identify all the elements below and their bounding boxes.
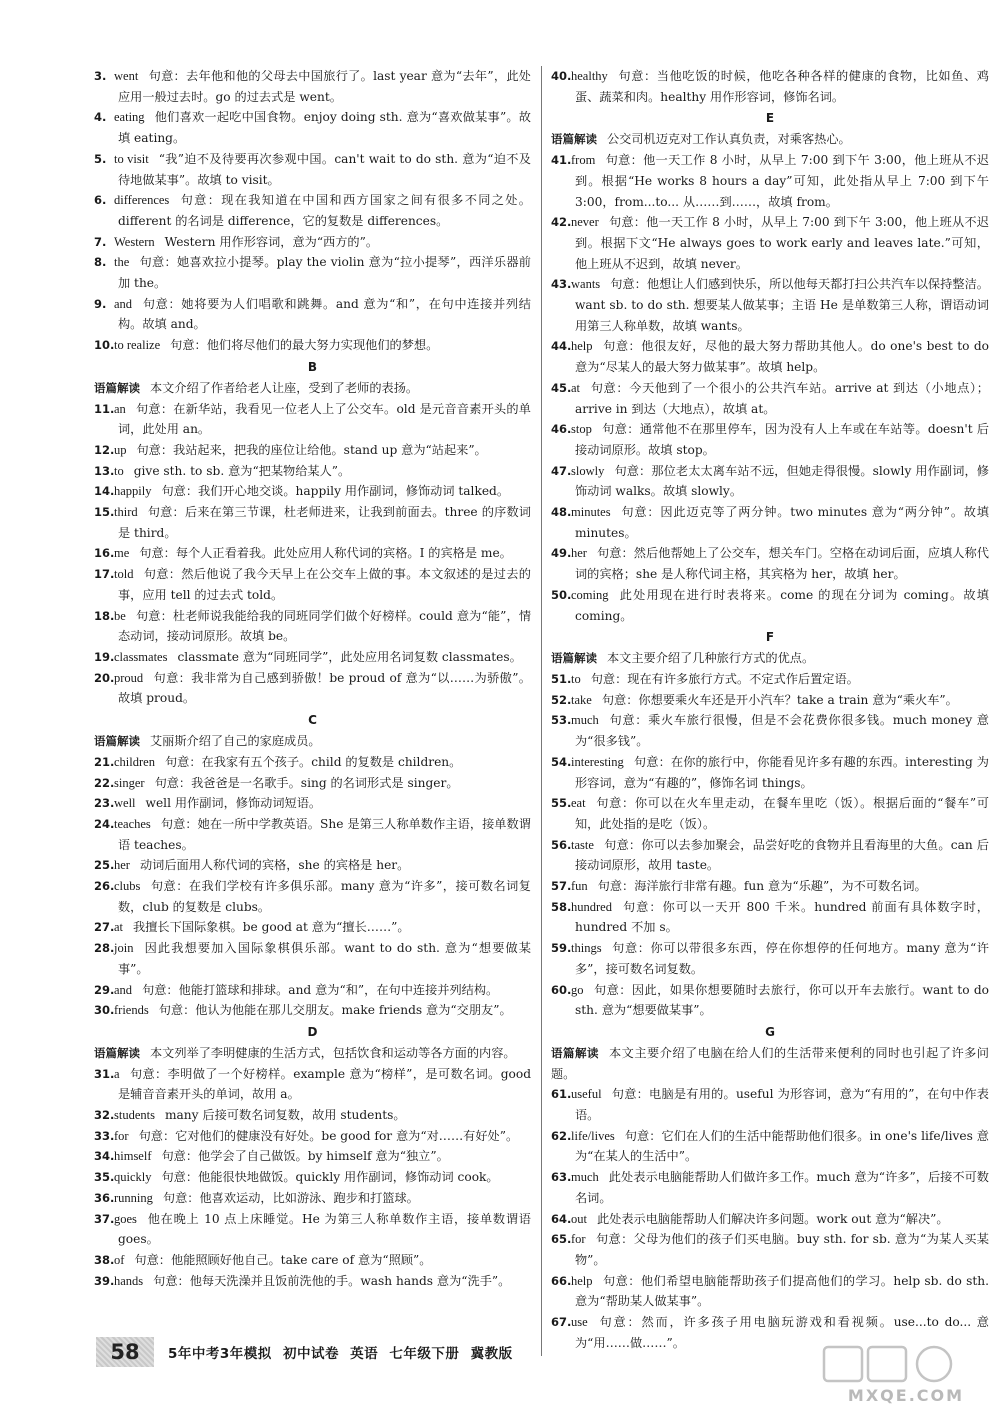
question-number: 4. (94, 110, 107, 125)
summary-text: 本文主要介绍了电脑在给人们的生活带来便利的同时也引起了许多问题。 (551, 1045, 989, 1081)
answer-item (551, 897, 989, 938)
answer-item (94, 1126, 531, 1147)
explanation-text: 句意：你可以一天开 800 千米。hundred 前面有具体数字时，hundred 不加 s。 (575, 899, 989, 935)
question-number: 41. (551, 153, 572, 168)
answer-text: minutes (571, 505, 611, 520)
answer-text: hands (114, 1273, 144, 1288)
right-column (551, 66, 989, 1353)
summary-label: 语篇解读 (551, 132, 597, 147)
question-number: 6. (94, 193, 107, 208)
question-number: 29. (94, 982, 115, 997)
answer-item (94, 232, 531, 253)
question-number: 62. (551, 1128, 572, 1143)
answer-text: and (114, 296, 133, 311)
answer-text: up (114, 442, 127, 457)
question-number: 10. (94, 338, 115, 353)
summary-label: 语篇解读 (94, 380, 140, 395)
explanation-text: 句意：去年他和他的父母去中国旅行了。last year 意为“去年”，此处应用一般过去时。go 的过去式是 went。 (118, 69, 531, 104)
explanation-text: 句意：他们希望电脑能帮助孩子们提高他们的学习。help sb. do sth. 意为“帮助某人做某事”。 (575, 1273, 989, 1309)
explanation-text: 句意：他喜欢运动，比如游泳、跑步和打篮球。 (162, 1190, 419, 1205)
answer-item (94, 252, 531, 293)
explanation-text: 句意：因此迈克等了两分钟。two minutes 意为“两分钟”。故填 minutes。 (575, 505, 989, 540)
question-number: 14. (94, 484, 115, 499)
answer-item (94, 1167, 531, 1188)
passage-summary (551, 129, 989, 150)
explanation-text: 句意：李明做了一个好榜样。example 意为“榜样”，是可数名词。good 是辅音音素开头的单词，故用 a。 (118, 1066, 531, 1102)
answer-text: happily (114, 484, 152, 499)
watermark-url: MXQE.COM (847, 1386, 965, 1405)
question-number: 30. (94, 1003, 115, 1018)
summary-text: 艾丽斯介绍了自己的家庭成员。 (150, 734, 321, 749)
answer-item (551, 752, 989, 793)
question-number: 57. (551, 879, 572, 894)
answer-text: be (114, 608, 126, 623)
answer-item (94, 149, 531, 190)
answer-item (551, 980, 989, 1021)
summary-label: 语篇解读 (551, 651, 597, 666)
answer-item (94, 793, 531, 814)
explanation-text: 句意：后来在第三节课，杜老师进来，让我到前面去。three 的序数词是 third。 (118, 505, 531, 540)
explanation-text: 句意：然后他说了我今天早上在公交车上做的事。本文叙述的是过去的事，应用 tell 的过去式 told。 (118, 567, 531, 602)
answer-text: her (114, 858, 130, 873)
answer-text: go (571, 982, 584, 997)
question-number: 7. (94, 234, 107, 249)
answer-item (94, 917, 531, 938)
question-number: 18. (94, 608, 115, 623)
summary-text: 本文主要介绍了几种旅行方式的优点。 (607, 651, 815, 666)
question-number: 3. (94, 69, 107, 83)
question-number: 67. (551, 1315, 572, 1330)
explanation-text: 此处表示电脑能帮助人们做许多工作。much 意为“许多”，后接不可数名词。 (575, 1170, 989, 1205)
answer-item (94, 190, 531, 231)
answer-text: Western (114, 234, 155, 249)
explanation-text: “我”迫不及待要再次参观中国。can't wait to do sth. 意为“迫不及待地做某事”。故填 to visit。 (118, 151, 531, 187)
answer-text: useful (571, 1087, 602, 1102)
answer-item (94, 440, 531, 461)
explanation-text: 句意：现在有许多旅行方式。不定式作后置定语。 (590, 671, 859, 686)
explanation-text: 句意：它对他们的健康没有好处。be good for 意为“对……有好处”。 (138, 1128, 519, 1143)
passage-summary (94, 378, 531, 399)
explanation-text: 我擅长下国际象棋。be good at 意为“擅长……”。 (133, 920, 410, 935)
answer-item (551, 1209, 989, 1230)
explanation-text: 句意：然后他帮她上了公交车，想关车门。空格在动词后面，应填人称代词的宾格；she 是人称代词主格，其宾格为 her，故填 her。 (575, 546, 989, 582)
answer-item (94, 938, 531, 979)
question-number: 24. (94, 816, 115, 831)
answer-text: third (114, 505, 138, 520)
answer-text: running (114, 1190, 153, 1205)
explanation-text: 句意：他能打篮球和排球。and 意为“和”，在句中连接并列结构。 (142, 982, 499, 997)
answer-item (551, 710, 989, 751)
explanation-text: 句意：现在我知道在中国和西方国家之间有很多不同之处。different 的名词是 difference，它的复数是 differences。 (118, 193, 531, 228)
answer-text: to realize (114, 338, 161, 353)
answer-item (94, 1000, 531, 1021)
section-heading: G (765, 1024, 775, 1039)
question-number: 13. (94, 463, 115, 478)
summary-text: 本文介绍了作者给老人让座，受到了老师的表扬。 (150, 380, 419, 395)
question-number: 39. (94, 1273, 115, 1288)
explanation-text: 此处表示电脑能帮助人们解决许多问题。work out 意为“解决”。 (596, 1211, 949, 1226)
answer-item (551, 938, 989, 979)
answer-text: well (114, 796, 136, 811)
watermark-logo (816, 1343, 994, 1407)
summary-label: 语篇解读 (551, 1045, 599, 1060)
question-number: 63. (551, 1170, 572, 1185)
answer-text: classmates (114, 649, 168, 664)
question-number: 44. (551, 339, 572, 354)
question-number: 8. (94, 255, 107, 270)
answer-text: hundred (571, 899, 612, 914)
question-number: 64. (551, 1211, 572, 1226)
section-heading: D (307, 1024, 318, 1039)
page-number: 58 (96, 1337, 154, 1367)
section-heading: B (307, 359, 318, 374)
answer-item (551, 585, 989, 626)
answer-item (94, 606, 531, 647)
answer-text: told (114, 567, 134, 582)
question-number: 22. (94, 775, 115, 790)
question-number: 65. (551, 1232, 572, 1247)
answer-text: clubs (114, 879, 141, 894)
question-number: 16. (94, 546, 115, 561)
book-title: 5年中考3年模拟 初中试卷 英语 七年级下册 冀教版 (168, 1346, 513, 1362)
answer-item (94, 399, 531, 440)
question-number: 32. (94, 1108, 115, 1123)
question-number: 35. (94, 1170, 115, 1185)
section-heading: F (765, 630, 775, 645)
question-number: 20. (94, 670, 115, 685)
question-number: 26. (94, 879, 115, 894)
answer-item (551, 336, 989, 377)
answer-text: healthy (571, 69, 608, 83)
answer-text: at (571, 380, 581, 395)
summary-label: 语篇解读 (94, 734, 140, 749)
question-number: 47. (551, 463, 572, 478)
answer-text: take (571, 692, 592, 707)
question-number: 66. (551, 1273, 572, 1288)
answer-item (551, 1229, 989, 1270)
answer-text: to (571, 671, 581, 686)
answer-text: goes (114, 1211, 137, 1226)
answer-item (94, 1250, 531, 1271)
question-number: 37. (94, 1211, 115, 1226)
explanation-text: 句意：他认为他能在那儿交朋友。make friends 意为“交朋友”。 (158, 1003, 512, 1018)
summary-text: 本文列举了李明健康的生活方式，包括饮食和运动等各方面的内容。 (150, 1045, 516, 1060)
question-number: 33. (94, 1128, 115, 1143)
answer-text: from (571, 153, 596, 168)
answer-text: help (571, 339, 593, 354)
question-number: 34. (94, 1149, 115, 1164)
explanation-text: 句意：每个人正看着我。此处应用人称代词的宾格。I 的宾格是 me。 (139, 546, 512, 561)
question-number: 36. (94, 1190, 115, 1205)
explanation-text: 句意：他一天工作 8 小时，从早上 7:00 到下午 3:00，他上班从不迟到。根据“He works 8 hours a day”可知，此处指从早上 7:00 到下午 3:00，from...to... 从……到……，故填 from。 (575, 153, 989, 209)
explanation-text: 句意：他们将尽他们的最大努力实现他们的梦想。 (170, 338, 439, 353)
explanation-text: 此处用现在进行时表将来。come 的现在分词为 coming。故填 coming。 (575, 587, 989, 623)
question-number: 27. (94, 920, 115, 935)
section-heading: C (308, 713, 317, 728)
explanation-text: 句意：然而，许多孩子用电脑玩游戏和看视频。use...to do... 意为“用……做……”。 (575, 1315, 989, 1350)
answer-item (551, 690, 989, 711)
answer-text: fun (571, 879, 588, 894)
explanation-text: 句意：在我家有五个孩子。child 的复数是 children。 (164, 754, 462, 769)
answer-text: life/lives (571, 1128, 615, 1143)
answer-text: use (571, 1315, 588, 1330)
answer-text: differences (114, 193, 170, 208)
answer-text: singer (114, 775, 145, 790)
answer-item (551, 1084, 989, 1125)
answer-item (94, 543, 531, 564)
answer-item (94, 461, 531, 482)
explanation-text: 句意：我们开心地交谈。happily 用作副词，修饰动词 talked。 (161, 484, 510, 499)
question-number: 61. (551, 1087, 572, 1102)
question-number: 25. (94, 858, 115, 873)
explanation-text: 他在晚上 10 点上床睡觉。He 为第三人称单数作主语，接单数谓语 goes。 (118, 1211, 531, 1247)
explanation-text: 句意：我非常为自己感到骄傲！be proud of 意为“以……为骄傲”。故填 proud。 (118, 670, 531, 706)
answer-text: of (114, 1252, 125, 1267)
explanation-text: 句意：在新华站，我看见一位老人上了公交车。old 是元音音素开头的单词，此处用 an。 (118, 401, 531, 437)
answer-text: help (571, 1273, 593, 1288)
explanation-text: 句意：他想让人们感到快乐，所以他每天都打扫公共汽车以保持整洁。want sb. to do sth. 想要某人做某事；主语 He 是单数第三人称，谓语动词用第三人称单数，故填 wants。 (575, 277, 989, 333)
answer-text: to (114, 463, 124, 478)
answer-item (94, 752, 531, 773)
answer-text: teaches (114, 816, 151, 831)
answer-item (94, 668, 531, 709)
question-number: 51. (551, 671, 572, 686)
question-number: 48. (551, 505, 572, 520)
answer-text: quickly (114, 1170, 152, 1185)
question-number: 19. (94, 649, 115, 664)
explanation-text: 句意：今天他到了一个很小的公共汽车站。arrive at 到达（小地点）；arrive in 到达（大地点），故填 at。 (575, 380, 989, 416)
question-number: 12. (94, 442, 115, 457)
question-number: 56. (551, 837, 572, 852)
explanation-text: many 后接可数名词复数，故用 students。 (164, 1108, 406, 1123)
section-heading: E (765, 111, 775, 126)
answer-text: me (114, 546, 130, 561)
question-number: 5. (94, 151, 107, 166)
answer-text: for (114, 1128, 129, 1143)
explanation-text: 句意：你可以去参加聚会，品尝好吃的食物并且看海里的大鱼。can 后接动词原形，故用 taste。 (575, 837, 989, 873)
answer-text: proud (114, 670, 144, 685)
explanation-text: 句意：在你的旅行中，你能看见许多有趣的东西。interesting 为形容词，意为“有趣的”，修饰名词 things。 (575, 754, 989, 790)
answer-text: eating (114, 110, 145, 125)
passage-summary (551, 1043, 989, 1084)
answer-item (94, 66, 531, 107)
question-number: 60. (551, 982, 572, 997)
passage-summary (551, 648, 989, 669)
answer-item (94, 1146, 531, 1167)
question-number: 15. (94, 505, 115, 520)
question-number: 28. (94, 941, 115, 956)
explanation-text: 句意：乘火车旅行很慢，但是不会花费你很多钱。much money 意为“很多钱”。 (575, 713, 989, 749)
answer-text: interesting (571, 754, 624, 769)
explanation-text: 句意：他能很快地做饭。quickly 用作副词，修饰动词 cook。 (161, 1170, 499, 1185)
answer-item (94, 564, 531, 605)
explanation-text: well 用作副词，修饰动词短语。 (145, 796, 322, 811)
answer-text: much (571, 713, 599, 728)
answer-item (94, 481, 531, 502)
answer-item (94, 294, 531, 335)
explanation-text: 他们喜欢一起吃中国食物。enjoy doing sth. 意为“喜欢做某事”。故填 eating。 (118, 110, 531, 146)
answer-item (94, 773, 531, 794)
answer-text: eat (571, 796, 586, 811)
explanation-text: 句意：当他吃饭的时候，他吃各种各样的健康的食物，比如鱼、鸡蛋、蔬菜和肉。healthy 用作形容词，修饰名词。 (575, 69, 989, 104)
answer-item (551, 66, 989, 107)
explanation-text: classmate 意为“同班同学”，此处应用名词复数 classmates。 (177, 649, 522, 664)
answer-text: her (571, 546, 587, 561)
question-number: 43. (551, 277, 572, 292)
answer-text: to visit (114, 151, 149, 166)
answer-item (551, 419, 989, 460)
explanation-text: 句意：他能照顾好他自己。take care of 意为“照顾”。 (134, 1252, 432, 1267)
answer-item (94, 502, 531, 543)
question-number: 45. (551, 380, 572, 395)
explanation-text: 句意：你想要乘火车还是开小汽车？take a train 意为“乘火车”。 (601, 692, 958, 707)
answer-item (94, 1271, 531, 1292)
answer-text: a (114, 1066, 120, 1081)
question-number: 40. (551, 69, 572, 83)
answer-text: went (114, 69, 139, 83)
answer-item (551, 876, 989, 897)
question-number: 53. (551, 713, 572, 728)
answer-item (551, 274, 989, 336)
question-number: 21. (94, 754, 115, 769)
question-number: 17. (94, 567, 115, 582)
answer-text: taste (571, 837, 594, 852)
question-number: 50. (551, 587, 572, 602)
answer-text: things (571, 941, 602, 956)
answer-text: slowly (571, 463, 605, 478)
explanation-text: 句意：在我们学校有许多俱乐部。many 意为“许多”，接可数名词复数，club 的复数是 clubs。 (118, 879, 531, 914)
explanation-text: 句意：他每天洗澡并且饭前洗他的手。wash hands 意为“洗手”。 (153, 1273, 511, 1288)
answer-text: an (114, 401, 126, 416)
answer-text: join (114, 941, 134, 956)
explanation-text: give sth. to sb. 意为“把某物给某人”。 (133, 463, 351, 478)
answer-text: the (114, 255, 130, 270)
page-footer (96, 1337, 513, 1367)
question-number: 58. (551, 899, 572, 914)
passage-summary (94, 1043, 531, 1064)
question-number: 9. (94, 296, 107, 311)
answer-item (94, 647, 531, 668)
question-number: 59. (551, 941, 572, 956)
answer-item (94, 1064, 531, 1105)
summary-label: 语篇解读 (94, 1045, 140, 1060)
explanation-text: 动词后面用人称代词的宾格，she 的宾格是 her。 (139, 858, 410, 873)
answer-text: coming (571, 587, 609, 602)
answer-text: students (114, 1108, 155, 1123)
answer-item (94, 1209, 531, 1250)
answer-item (94, 335, 531, 356)
explanation-text: 句意：她将要为人们唱歌和跳舞。and 意为“和”，在句中连接并列结构。故填 and。 (118, 296, 531, 332)
answer-text: at (114, 920, 124, 935)
question-number: 23. (94, 796, 115, 811)
answer-text: much (571, 1170, 599, 1185)
answer-item (94, 876, 531, 917)
explanation-text: 句意：她喜欢拉小提琴。play the violin 意为“拉小提琴”，西洋乐器前加 the。 (118, 255, 531, 291)
explanation-text: 句意：因此，如果你想要随时去旅行，你可以开车去旅行。want to do sth. 意为“想要做某事”。 (575, 982, 989, 1018)
question-number: 49. (551, 546, 572, 561)
answer-text: stop (571, 422, 592, 437)
answer-item (551, 461, 989, 502)
question-number: 52. (551, 692, 572, 707)
answer-text: himself (114, 1149, 152, 1164)
passage-summary (94, 731, 531, 752)
answer-item (94, 814, 531, 855)
answer-item (551, 212, 989, 274)
answer-item (94, 855, 531, 876)
explanation-text: 句意：他一天工作 8 小时，从早上 7:00 到下午 3:00，他上班从不迟到。根据下文“He always goes to work early and leaves late.”可知，他上班从不迟到，故填 never。 (575, 215, 989, 271)
explanation-text: 句意：杜老师说我能给我的同班同学们做个好榜样。could 意为“能”，情态动词，接动词原形。故填 be。 (118, 608, 531, 644)
question-number: 46. (551, 422, 572, 437)
answer-item (94, 107, 531, 148)
explanation-text: 句意：你可以在火车里走动，在餐车里吃（饭）。根据后面的“餐车”可知，此处指的是吃（饭）。 (575, 796, 989, 831)
answer-item (551, 793, 989, 834)
answer-item (551, 1167, 989, 1208)
answer-item (551, 502, 989, 543)
explanation-text: 句意：电脑是有用的。useful 为形容词，意为“有用的”，在句中作表语。 (575, 1087, 989, 1123)
answer-item (551, 669, 989, 690)
explanation-text: 句意：它们在人们的生活中能帮助他们很多。in one's life/lives 意为“在某人的生活中”。 (575, 1128, 989, 1164)
answer-text: and (114, 982, 133, 997)
explanation-text: 句意：她在一所中学教英语。She 是第三人称单数作主语，接单数谓语 teaches。 (118, 816, 531, 852)
answer-text: never (571, 215, 599, 230)
explanation-text: 句意：我爸爸是一名歌手。sing 的名词形式是 singer。 (154, 775, 459, 790)
answer-item (551, 543, 989, 584)
explanation-text: 句意：通常他不在那里停车，因为没有人上车或在车站等。doesn't 后接动词原形。故填 stop。 (575, 422, 989, 457)
explanation-text: 因此我想要加入国际象棋俱乐部。want to do sth. 意为“想要做某事”。 (118, 941, 531, 976)
answer-item (551, 1126, 989, 1167)
answer-text: out (571, 1211, 587, 1226)
explanation-text: 句意：那位老太太离车站不远，但她走得很慢。slowly 用作副词，修饰动词 walks。故填 slowly。 (575, 463, 989, 499)
question-number: 55. (551, 796, 572, 811)
explanation-text: 句意：你可以带很多东西，停在你想停的任何地方。many 意为“许多”，接可数名词复数。 (575, 941, 989, 976)
question-number: 11. (94, 401, 115, 416)
answer-item (94, 1105, 531, 1126)
question-number: 38. (94, 1252, 115, 1267)
explanation-text: 句意：父母为他们的孩子们买电脑。buy sth. for sb. 意为“为某人买某物”。 (575, 1232, 989, 1267)
answer-item (94, 1188, 531, 1209)
answer-item (551, 835, 989, 876)
question-number: 42. (551, 215, 572, 230)
explanation-text: 句意：他很友好，尽他的最大努力帮助其他人。do one's best to do 意为“尽某人的最大努力做某事”。故填 help。 (575, 339, 989, 375)
answer-text: children (114, 754, 155, 769)
answer-text: for (571, 1232, 586, 1247)
explanation-text: 句意：他学会了自己做饭。by himself 意为“独立”。 (161, 1149, 449, 1164)
question-number: 54. (551, 754, 572, 769)
left-column (94, 66, 531, 1291)
explanation-text: Western 用作形容词，意为“西方的”。 (164, 234, 379, 249)
explanation-text: 句意：海洋旅行非常有趣。fun 意为“乐趣”，为不可数名词。 (597, 879, 927, 894)
answer-item (94, 980, 531, 1001)
question-number: 31. (94, 1066, 115, 1081)
summary-text: 公交司机迈克对工作认真负责，对乘客热心。 (607, 132, 851, 147)
answer-text: friends (114, 1003, 149, 1018)
answer-item (551, 378, 989, 419)
answer-item (551, 1271, 989, 1312)
answer-item (551, 150, 989, 212)
column-divider (541, 66, 542, 1356)
answer-text: wants (571, 277, 601, 292)
explanation-text: 句意：我站起来，把我的座位让给他。stand up 意为“站起来”。 (136, 442, 487, 457)
